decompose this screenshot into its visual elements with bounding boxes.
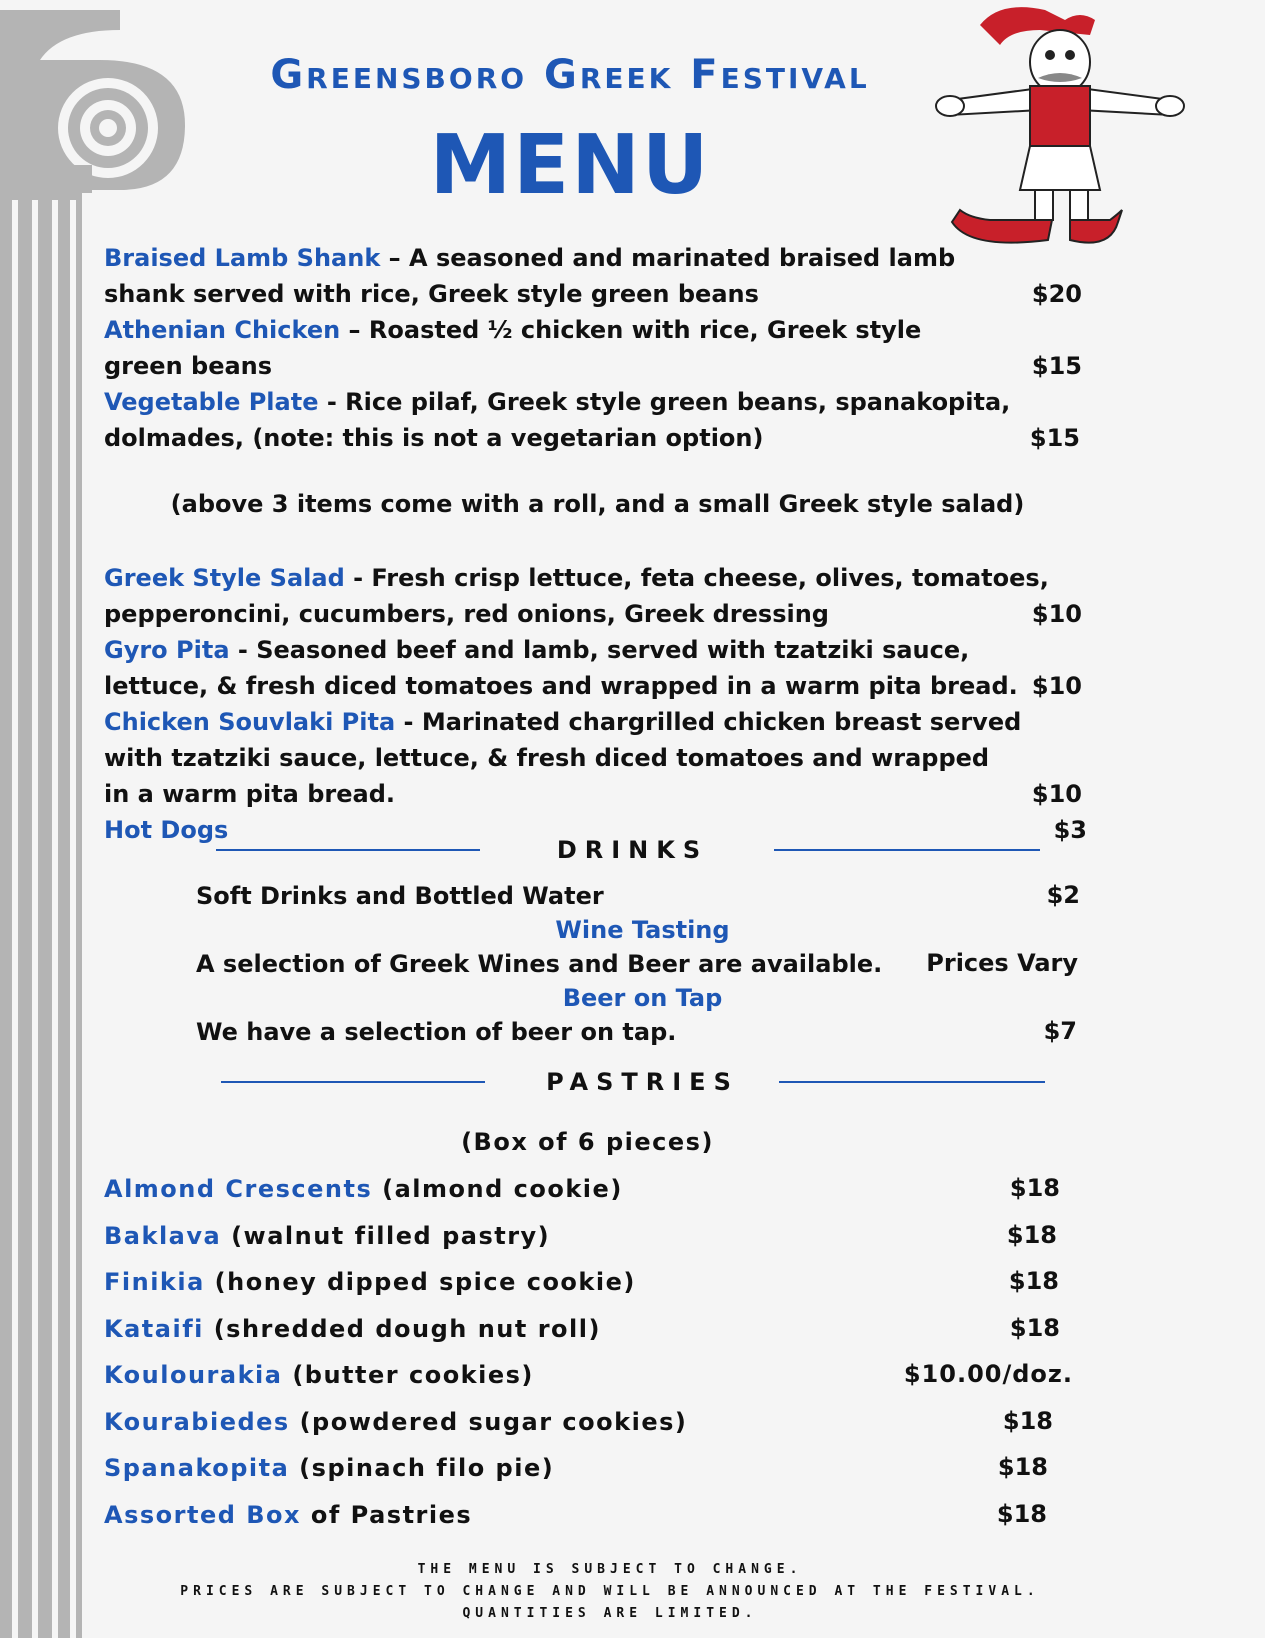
pastries-heading: PASTRIES xyxy=(546,1068,739,1096)
item-name: Vegetable Plate xyxy=(104,388,319,416)
item-price: $2 xyxy=(1046,881,1080,909)
item-description: - Marinated chargrilled chicken breast served xyxy=(395,708,1022,736)
item-description: - Seasoned beef and lamb, served with tzatziki sauce, xyxy=(229,636,970,664)
item-price: Prices Vary xyxy=(926,949,1078,977)
pastry-item xyxy=(104,1268,636,1296)
entree-note: (above 3 items come with a roll, and a small Greek style salad) xyxy=(170,490,1025,518)
item-price: $18 xyxy=(1009,1314,1060,1342)
footer-line-3: QUANTITIES ARE LIMITED. xyxy=(462,1606,758,1621)
pastry-item xyxy=(104,1175,623,1203)
item-price: $18 xyxy=(997,1453,1048,1481)
item-description: (walnut filled pastry) xyxy=(221,1222,551,1250)
item-name: Spanakopita xyxy=(104,1454,290,1482)
item-description-line: shank served with rice, Greek style green beans xyxy=(104,280,759,308)
item-name: Greek Style Salad xyxy=(104,564,345,592)
pastries-note: (Box of 6 pieces) xyxy=(461,1128,714,1156)
item-description-line: dolmades, (note: this is not a vegetarian option) xyxy=(104,424,764,452)
greek-mascot-icon xyxy=(930,0,1220,265)
item-description-line: green beans xyxy=(104,352,273,380)
pastry-item xyxy=(104,1454,554,1482)
pastry-item xyxy=(104,1408,687,1436)
menu-item xyxy=(104,704,1021,740)
drink-item: A selection of Greek Wines and Beer are available. xyxy=(196,950,883,978)
item-description-line: lettuce, & fresh diced tomatoes and wrapped in a warm pita bread. xyxy=(104,672,1018,700)
item-name: Koulourakia xyxy=(104,1361,283,1389)
drink-item: Soft Drinks and Bottled Water xyxy=(196,882,604,910)
item-description: (butter cookies) xyxy=(282,1361,534,1389)
item-description-line: with tzatziki sauce, lettuce, & fresh diced tomatoes and wrapped xyxy=(104,744,990,772)
item-price: $7 xyxy=(1043,1017,1077,1045)
menu-item xyxy=(104,632,969,668)
item-name: Hot Dogs xyxy=(104,816,229,844)
item-description: – Roasted ½ chicken with rice, Greek style xyxy=(340,316,922,344)
item-price: $3 xyxy=(1053,816,1087,844)
item-price: $18 xyxy=(1002,1407,1053,1435)
footer-line-2: PRICES ARE SUBJECT TO CHANGE AND WILL BE ANNOUNCED AT THE FESTIVAL. xyxy=(180,1584,1040,1599)
entree-item xyxy=(104,384,1010,420)
item-price: $10 xyxy=(1031,600,1082,628)
pastry-item xyxy=(104,1361,534,1389)
entree-item xyxy=(104,240,955,276)
item-name: Almond Crescents xyxy=(104,1175,373,1203)
drink-item: We have a selection of beer on tap. xyxy=(196,1018,677,1046)
item-description-line: in a warm pita bread. xyxy=(104,780,395,808)
item-description: (honey dipped spice cookie) xyxy=(204,1268,636,1296)
menu-title: MENU xyxy=(429,118,711,213)
item-description: - Rice pilaf, Greek style green beans, spanakopita, xyxy=(318,388,1011,416)
beer-heading: Beer on Tap xyxy=(562,984,723,1012)
item-description: (powdered sugar cookies) xyxy=(289,1408,688,1436)
item-description: – A seasoned and marinated braised lamb xyxy=(380,244,956,272)
item-name: Braised Lamb Shank xyxy=(104,244,381,272)
footer-line-1: THE MENU IS SUBJECT TO CHANGE. xyxy=(417,1562,803,1577)
item-description: (spinach filo pie) xyxy=(289,1454,555,1482)
item-price: $15 xyxy=(1031,352,1082,380)
item-price: $20 xyxy=(1031,280,1082,308)
item-name: Athenian Chicken xyxy=(104,316,341,344)
item-description: - Fresh crisp lettuce, feta cheese, olives, tomatoes, xyxy=(344,564,1049,592)
item-price: $18 xyxy=(996,1500,1047,1528)
menu-item xyxy=(104,560,1049,596)
item-description: (shredded dough nut roll) xyxy=(203,1315,601,1343)
item-price: $18 xyxy=(1008,1267,1059,1295)
item-price: $10.00/doz. xyxy=(903,1360,1073,1388)
festival-title: Greensboro Greek Festival xyxy=(270,52,870,98)
pastry-item xyxy=(104,1501,472,1529)
item-name: Kourabiedes xyxy=(104,1408,290,1436)
item-price: $10 xyxy=(1031,780,1082,808)
item-name: Baklava xyxy=(104,1222,222,1250)
item-price: $18 xyxy=(1009,1174,1060,1202)
entree-item xyxy=(104,312,921,348)
pastry-item xyxy=(104,1222,550,1250)
drinks-heading: DRINKS xyxy=(556,836,709,864)
item-price: $15 xyxy=(1029,424,1080,452)
item-name: Gyro Pita xyxy=(104,636,230,664)
item-name: Assorted Box xyxy=(104,1501,302,1529)
wine-heading: Wine Tasting xyxy=(555,916,730,944)
item-price: $10 xyxy=(1031,672,1082,700)
item-name: Chicken Souvlaki Pita xyxy=(104,708,396,736)
item-description: of Pastries xyxy=(301,1501,473,1529)
item-description: (almond cookie) xyxy=(372,1175,623,1203)
item-name: Finikia xyxy=(104,1268,205,1296)
pastry-item xyxy=(104,1315,601,1343)
item-name: Kataifi xyxy=(104,1315,204,1343)
item-description-line: pepperoncini, cucumbers, red onions, Greek dressing xyxy=(104,600,829,628)
item-price: $18 xyxy=(1006,1221,1057,1249)
